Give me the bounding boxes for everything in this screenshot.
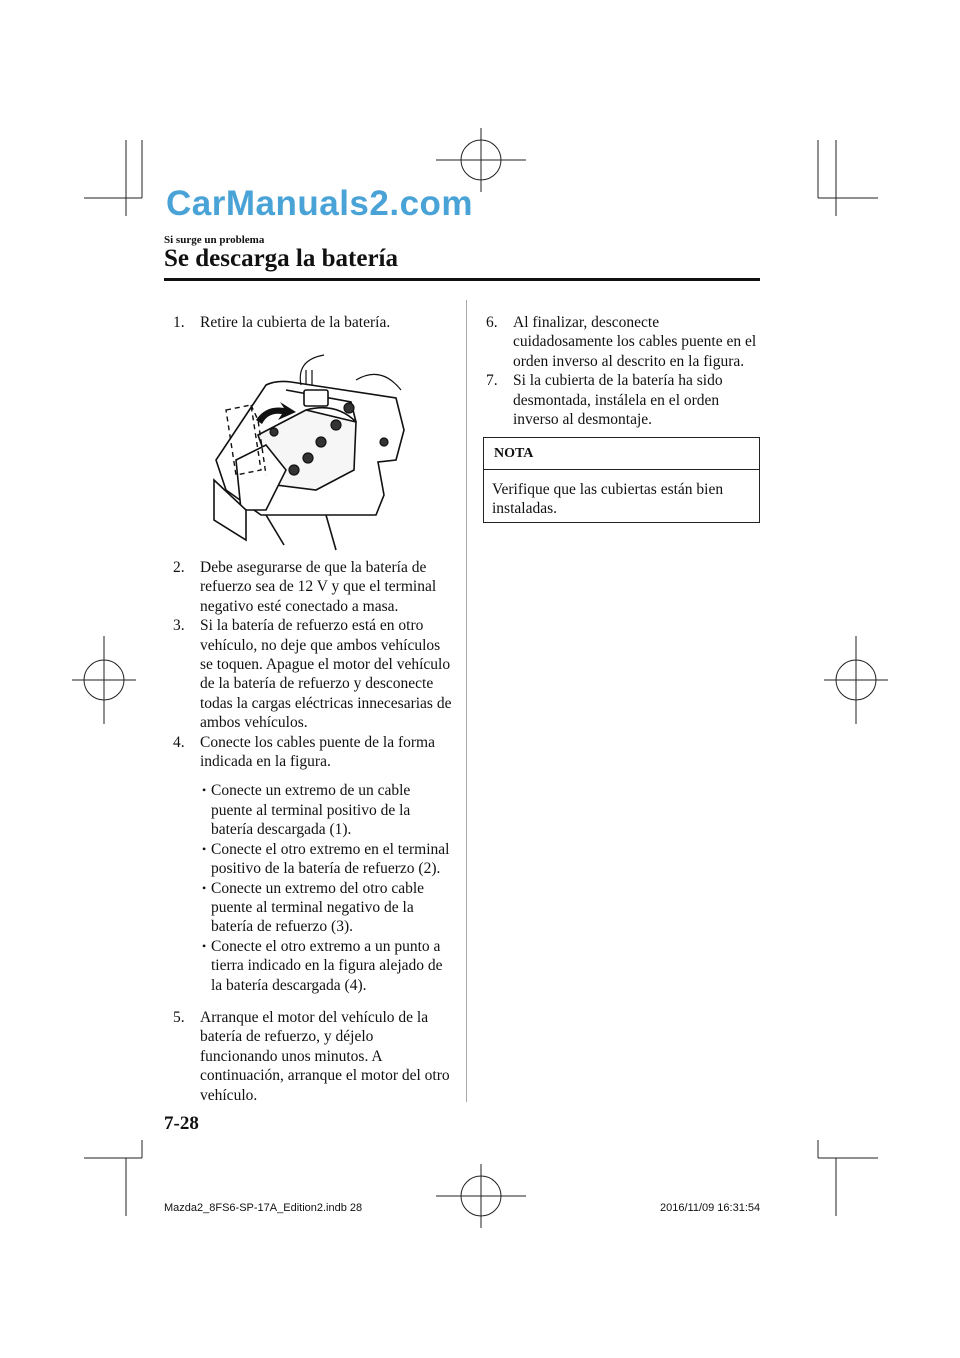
right-column [486,313,761,429]
bullet-item: • Conecte un extremo del otro cable puente al terminal negativo de la batería de refuerzo (3). [202,879,425,936]
page-number: 7-28 [164,1113,199,1134]
note-box [483,437,760,523]
left-column-middle [173,558,453,1105]
title-rule [164,278,760,281]
step-item: 3. Si la batería de refuerzo está en otro vehículo, no deje que ambos vehículos se toquen. Apague el motor del vehículo de la batería de refuerzo y desconecte todas la cargas eléctricas innecesarias de ambos vehículos. [173,617,452,732]
step-item: 2. Debe asegurarse de que la batería de refuerzo sea de 12 V y que el terminal negativo esté conectado a masa. [173,559,437,615]
step-item: 1. Retire la cubierta de la batería. [173,314,391,331]
step-item: 7. Si la cubierta de la batería ha sido desmontada, instálela en el orden inverso al desmontaje. [486,372,723,429]
left-column-top [173,313,453,332]
bullet-item: • Conecte el otro extremo en el terminal positivo de la batería de refuerzo (2). [202,840,450,878]
page-title: Se descarga la batería [164,245,398,272]
bullet-item: • Conecte el otro extremo a un punto a tierra indicado en la figura alejado de la batería descargada (4). [202,937,443,994]
bullet-item: • Conecte un extremo de un cable puente al terminal positivo de la batería descargada (1). [202,782,411,839]
section-label: Si surge un problema [164,234,265,246]
step-item: 5. Arranque el motor del vehículo de la batería de refuerzo, y déjelo funcionando unos minutos. A continuación, arranque el motor del otro vehículo. [173,1008,450,1104]
footer-file: Mazda2_8FS6-SP-17A_Edition2.indb 28 [164,1202,363,1214]
watermark-logo: CarManuals2.com [166,184,474,223]
column-divider [466,300,467,1102]
note-heading: NOTA [484,438,759,470]
note-body: Verifique que las cubiertas están bien instaladas. [492,481,724,518]
step-item: 6. Al finalizar, desconecte cuidadosamente los cables puente en el orden inverso al descrito en la figura. [486,314,757,370]
battery-cover-illustration [206,350,416,555]
step-item: 4. Conecte los cables puente de la forma indicada en la figura. [173,733,435,771]
footer-timestamp: 2016/11/09 16:31:54 [660,1202,761,1214]
